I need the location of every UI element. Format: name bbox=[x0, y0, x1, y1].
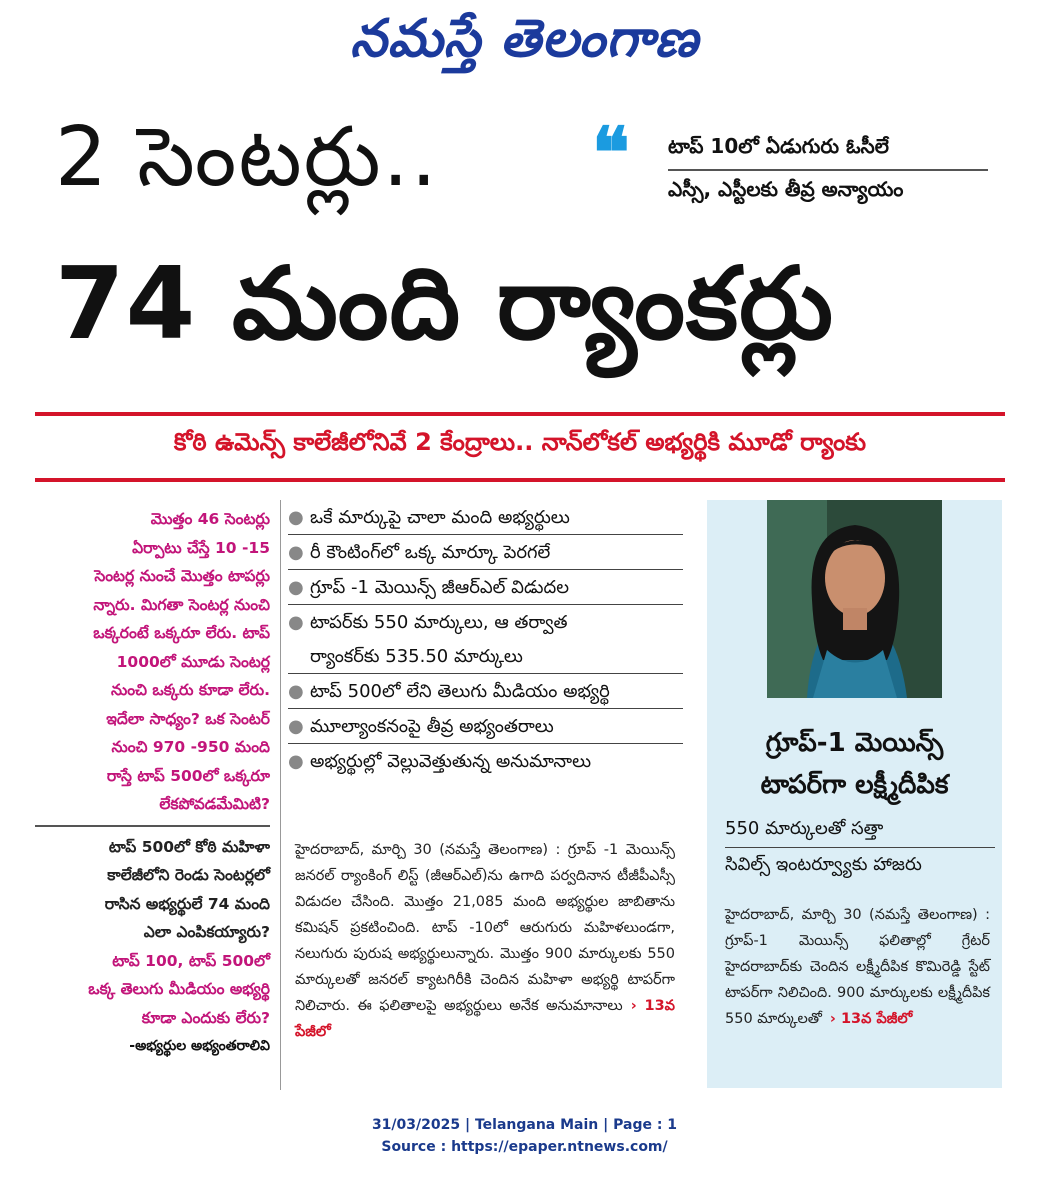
list-item bbox=[288, 639, 683, 674]
sidebar-subheads bbox=[725, 812, 995, 883]
text-line: టాప్ 100, టాప్ 500లో bbox=[112, 951, 270, 970]
sidebar-title-line: గ్రూప్-1 మెయిన్స్ bbox=[765, 728, 944, 758]
bullet-icon: ● bbox=[288, 542, 304, 563]
bullet-text: టాపర్‌కు 550 మార్కులు, ఆ తర్వాత bbox=[310, 612, 568, 633]
bullet-text: గ్రూప్ -1 మెయిన్స్ జీఆర్‌ఎల్ విడుదల bbox=[310, 577, 569, 598]
list-item bbox=[288, 535, 683, 570]
text-line: ఒక్క తెలుగు మీడియం అభ్యర్థి bbox=[88, 980, 270, 998]
sidebar-article bbox=[725, 902, 990, 1032]
bullet-text: టాప్ 500లో లేని తెలుగు మీడియం అభ్యర్థి bbox=[310, 681, 610, 702]
text-line: నుంచి 970 -950 మంది bbox=[111, 738, 270, 756]
headline-line-1: 2 సెంటర్లు.. bbox=[55, 110, 439, 205]
topper-photo bbox=[767, 500, 942, 698]
text-line: ఏర్పాటు చేస్తే 10 -15 bbox=[132, 538, 270, 557]
bullet-text: మూల్యాంకనంపై తీవ్ర అభ్యంతరాలు bbox=[310, 716, 554, 737]
text-line: న్నారు. మిగతా సెంటర్ల నుంచి bbox=[93, 595, 270, 614]
footer-source-link[interactable]: Source : https://epaper.ntnews.com/ bbox=[381, 1139, 668, 1155]
main-article bbox=[295, 837, 675, 1045]
text-line: 1000లో మూడు సెంటర్ల bbox=[116, 652, 270, 671]
bullet-icon: ● bbox=[288, 716, 304, 737]
bullet-icon: ● bbox=[288, 681, 304, 702]
column-divider bbox=[280, 500, 281, 1090]
objection-1 bbox=[35, 505, 270, 819]
text-line: ఎలా ఎంపికయ్యారు? bbox=[143, 923, 270, 941]
headline-line-2: 74 మంది ర్యాంకర్లు bbox=[55, 245, 834, 362]
objection-3 bbox=[35, 947, 270, 1033]
text-line: టాప్ 500లో కోఠి మహిళా bbox=[108, 837, 270, 856]
left-column-objections bbox=[35, 505, 270, 1057]
continued-link[interactable]: › 13వ పేజీలో bbox=[295, 998, 675, 1040]
bullet-icon: ● bbox=[288, 751, 304, 772]
continued-label: 13వ పేజీలో bbox=[840, 1011, 913, 1027]
list-item bbox=[288, 605, 683, 639]
text-line: సెంటర్ల నుంచే మొత్తం టాపర్లు bbox=[94, 567, 270, 585]
list-item bbox=[288, 674, 683, 709]
sidebar-title-line: టాపర్‌గా లక్ష్మీదీపిక bbox=[760, 770, 949, 800]
pull-quote bbox=[668, 128, 988, 212]
footer-date-line: 31/03/2025 | Telangana Main | Page : 1 bbox=[371, 1117, 678, 1133]
text-line: ఒక్కరంటే ఒక్కరూ లేరు. టాప్ bbox=[93, 624, 270, 642]
sidebar-subhead: సివిల్స్ ఇంటర్వ్యూకు హాజరు bbox=[725, 854, 922, 875]
pull-quote-line-2: ఎస్సీ, ఎస్టీలకు తీవ్ర అన్యాయం bbox=[668, 177, 904, 201]
quote-mark-icon: ❝ bbox=[592, 111, 630, 194]
bullet-icon: ● bbox=[288, 577, 304, 598]
sidebar-body: హైదరాబాద్, మార్చి 30 (నమస్తే తెలంగాణ) : గ్రూప్-1 మెయిన్స్ ఫలితాల్లో గ్రేటర్ హైదరాబాద్‌కు చెందిన లక్ష్మీదీపిక కొమిరెడ్డి స్టేట్ టాపర్‌గా నిలిచింది. 900 మార్కులకు లక్ష్మీదీపిక 550 మార్కులతో bbox=[725, 907, 990, 1027]
portrait-image bbox=[767, 500, 942, 698]
list-item bbox=[288, 709, 683, 744]
bullet-list bbox=[288, 500, 683, 778]
objection-2 bbox=[35, 833, 270, 947]
text-line: రాస్తే టాప్ 500లో ఒక్కరూ bbox=[106, 766, 270, 785]
page-footer bbox=[0, 1114, 1049, 1158]
text-line: రాసిన అభ్యర్థులే 74 మంది bbox=[104, 894, 270, 913]
list-item bbox=[288, 744, 683, 778]
masthead-logo: నమస్తే తెలంగాణ bbox=[350, 8, 699, 69]
text-line: మొత్తం 46 సెంటర్లు bbox=[150, 510, 270, 528]
bullet-text: రీ కౌంటింగ్‌లో ఒక్క మార్కూ పెరగలే bbox=[310, 542, 551, 563]
text-line: కాలేజీలోని రెండు సెంటర్లలో bbox=[107, 866, 270, 884]
bullet-text: ర్యాంకర్‌కు 535.50 మార్కులు bbox=[310, 646, 523, 667]
bullet-text: అభ్యర్థుల్లో వెల్లువెత్తుతున్న అనుమానాలు bbox=[310, 751, 592, 772]
text-line: లేకపోవడమేమిటి? bbox=[159, 795, 270, 813]
divider bbox=[35, 825, 270, 827]
subheadline: కోఠి ఉమెన్స్ కాలేజీలోనివే 2 కేంద్రాలు.. నాన్‌లోకల్ అభ్యర్థికి మూడో ర్యాంకు bbox=[173, 428, 867, 456]
list-item bbox=[288, 500, 683, 535]
topper-sidebar bbox=[707, 500, 1002, 1088]
sidebar-title bbox=[707, 722, 1002, 806]
bullet-icon: ● bbox=[288, 507, 304, 528]
article-body: హైదరాబాద్, మార్చి 30 (నమస్తే తెలంగాణ) : గ్రూప్ -1 మెయిన్స్ జనరల్ ర్యాంకింగ్ లిస్ట్ (జీఆర్‌ఎల్)ను ఉగాది పర్వదినాన టీజీపీఎస్సీ విడుదల చేసింది. మొత్తం 21,085 మంది అభ్యర్థుల జాబితాను కమిషన్ ప్రకటించింది. టాప్ -10లో ఆరుగురు మహిళలుండగా, నలుగురు పురుష అభ్యర్థులున్నారు. మొత్తం 900 మార్కులకు 550 మార్కులతో జనరల్ క్యాటగిరీకి చెందిన మహిళా అభ్యర్థి టాపర్‌గా నిలిచారు. ఈ ఫలితాలపై అభ్యర్థులు అనేక అనుమానాలు bbox=[295, 842, 675, 1014]
continued-label: 13వ పేజీలో bbox=[295, 998, 675, 1040]
sidebar-subhead: 550 మార్కులతో సత్తా bbox=[725, 812, 995, 848]
text-line: నుంచి ఒక్కరు కూడా లేరు. bbox=[111, 681, 270, 699]
bullet-icon: ● bbox=[288, 612, 304, 633]
text-line: ఇదేలా సాధ్యం? ఒక సెంటర్ bbox=[106, 709, 270, 728]
text-line: కూడా ఎందుకు లేరు? bbox=[141, 1008, 270, 1027]
list-item bbox=[288, 570, 683, 605]
pull-quote-line-1: టాప్ 10లో ఏడుగురు ఓసీలే bbox=[668, 128, 988, 171]
signoff: -అభ్యర్థుల అభ్యంతరాలివి bbox=[129, 1038, 270, 1054]
bullet-text: ఒకే మార్కుపై చాలా మంది అభ్యర్థులు bbox=[310, 507, 570, 528]
sidebar-continued-link[interactable]: › 13వ పేజీలో bbox=[829, 1011, 913, 1027]
